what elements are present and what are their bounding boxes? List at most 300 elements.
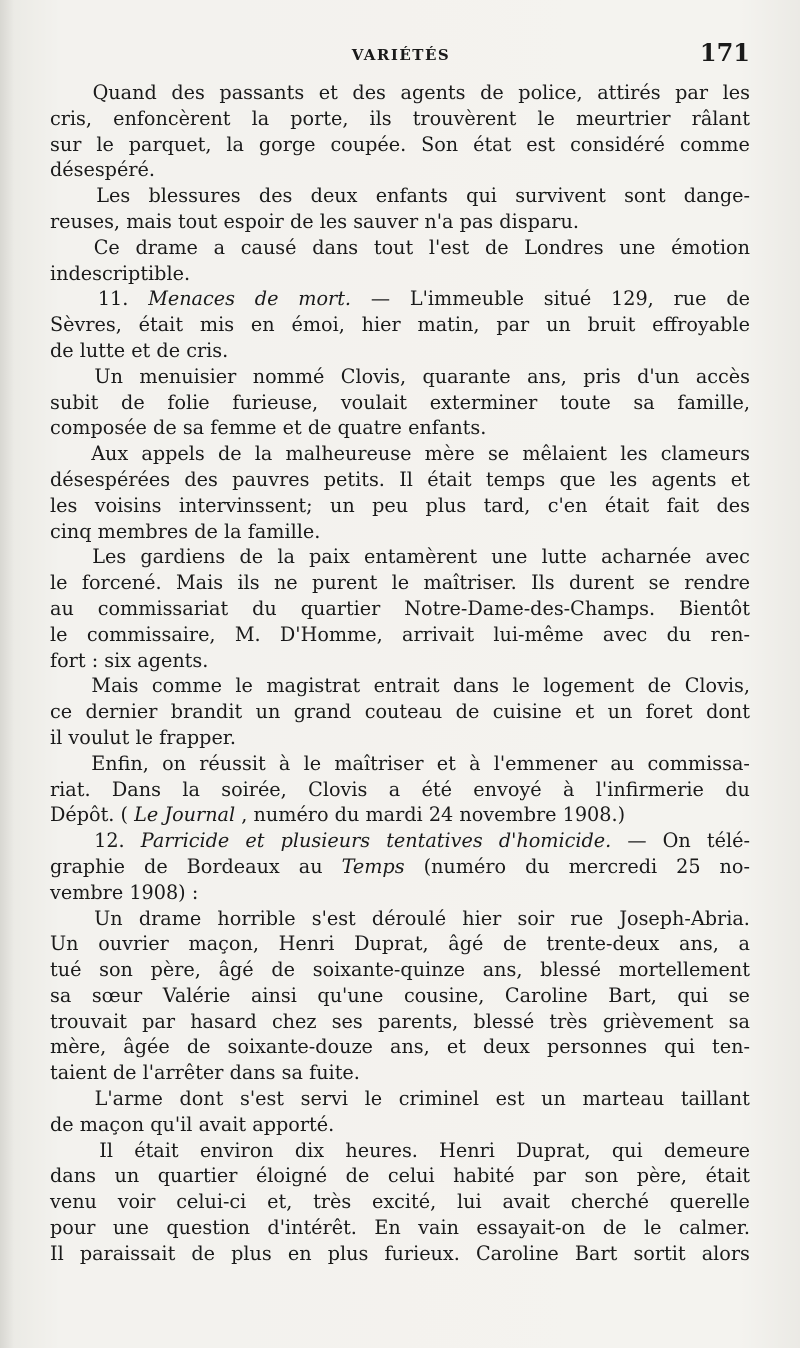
word: était	[604, 493, 650, 517]
word: sur	[50, 132, 82, 156]
word: sa	[728, 1009, 750, 1033]
word: sont	[624, 184, 666, 208]
text-line	[50, 1138, 750, 1164]
word: fort	[50, 648, 86, 672]
paragraph-indent	[50, 828, 78, 854]
word: Le	[134, 803, 159, 827]
word: âgée	[123, 1035, 170, 1059]
word: par	[142, 1009, 176, 1033]
word: de	[726, 287, 750, 311]
text-line	[50, 1189, 750, 1215]
word: paix	[309, 545, 350, 569]
word: de	[217, 442, 242, 466]
word: été	[421, 777, 452, 801]
word: était	[705, 1164, 750, 1188]
paragraph-indent	[50, 235, 78, 261]
word: que	[559, 467, 596, 491]
word: taillant	[680, 1087, 750, 1111]
word: marteau	[582, 1087, 665, 1111]
word: quatre	[337, 416, 402, 440]
text-line	[50, 906, 750, 932]
word: agents.	[137, 648, 209, 672]
paragraph-indent	[50, 1086, 78, 1112]
word: Il	[99, 1138, 113, 1162]
word: logement	[543, 674, 635, 698]
word: sa	[50, 983, 72, 1007]
word: venu	[50, 1190, 97, 1214]
word: durent	[569, 571, 635, 595]
word: pauvres	[232, 467, 310, 491]
word: gorge	[258, 132, 316, 156]
word: déroulé	[371, 906, 447, 930]
word: et	[131, 338, 151, 362]
word: plus	[231, 1241, 272, 1265]
word: de	[194, 519, 218, 543]
word: personnes	[546, 1035, 648, 1059]
word: du	[252, 596, 277, 620]
word: c'en	[547, 493, 588, 517]
word: Dépôt.	[50, 803, 115, 827]
word: des	[716, 493, 750, 517]
word: au	[298, 854, 323, 878]
word: Un	[94, 364, 123, 388]
word: père,	[150, 958, 201, 982]
word: qui	[611, 1138, 643, 1162]
word: dans	[452, 674, 499, 698]
word: le	[235, 674, 253, 698]
word: comme	[679, 132, 750, 156]
word: de	[254, 287, 279, 311]
text-line	[50, 209, 750, 235]
word: la	[277, 545, 295, 569]
paragraph-indent	[50, 364, 78, 390]
word: calmer.	[678, 1216, 750, 1240]
page-header	[52, 38, 750, 74]
page-gutter-shadow	[0, 0, 14, 1348]
word: Clovis,	[684, 674, 750, 698]
word: au	[50, 596, 74, 620]
word: un	[607, 700, 633, 724]
word: d'homicide.	[498, 829, 612, 853]
word: Clovis	[308, 777, 368, 801]
word: famille,	[677, 390, 750, 414]
word: apporté.	[252, 1112, 335, 1136]
word: par	[532, 1164, 566, 1188]
word: maîtriser	[334, 751, 424, 775]
word: agents	[400, 81, 466, 104]
word: mère	[424, 442, 475, 466]
word: numéro	[253, 803, 329, 827]
word: dont	[706, 700, 750, 724]
word: temps	[485, 467, 546, 491]
running-title: VARIÉTÉS	[351, 46, 451, 64]
word: mercredi	[568, 854, 658, 878]
word: désespéré.	[50, 158, 155, 182]
word: Temps	[341, 854, 405, 878]
word: par	[675, 81, 709, 104]
word: deux	[483, 1035, 530, 1059]
word: Henri	[439, 1138, 495, 1162]
word: ans,	[482, 958, 523, 982]
word: père,	[636, 1164, 688, 1188]
word: le	[391, 571, 410, 595]
word: le	[364, 1087, 383, 1111]
word: voir	[117, 1190, 156, 1214]
word: de	[503, 932, 527, 956]
word: nommé	[252, 364, 325, 388]
word: alors	[701, 1241, 750, 1265]
text-line	[50, 880, 750, 906]
word: lutte	[79, 338, 126, 362]
text-line	[50, 1163, 750, 1189]
word: magistrat	[266, 674, 361, 698]
word: avait	[502, 1190, 551, 1214]
word: tard,	[483, 493, 531, 517]
word: se	[487, 442, 510, 466]
word: considéré	[570, 132, 665, 156]
word: qui	[664, 1035, 695, 1059]
text-line	[50, 828, 750, 854]
word: lui	[457, 1190, 482, 1214]
word: question	[166, 1216, 250, 1240]
word: 12.	[94, 829, 125, 853]
word: deux	[310, 184, 358, 208]
word: dans	[312, 235, 359, 259]
word: de	[112, 1061, 137, 1085]
word: enfoncèrent	[113, 106, 231, 130]
word: dernier	[85, 700, 158, 724]
word: mort.	[298, 287, 352, 311]
word: Valérie	[162, 983, 231, 1007]
word: —	[627, 829, 647, 853]
word: environ	[199, 1138, 274, 1162]
word: une	[112, 1216, 149, 1240]
text-line	[50, 648, 750, 674]
word: gardiens	[140, 545, 226, 569]
paragraph-indent	[50, 80, 78, 106]
word: riat.	[50, 777, 91, 801]
word: voulait	[340, 390, 408, 414]
word: qui	[466, 184, 497, 208]
word: se	[728, 983, 750, 1007]
word: malheureuse	[285, 442, 412, 466]
word: et	[436, 751, 456, 775]
word: Quand	[92, 81, 157, 104]
word: appels	[141, 442, 205, 466]
word: de	[186, 1035, 211, 1059]
word: ce	[50, 700, 73, 724]
word: à	[278, 751, 291, 775]
word: la	[224, 519, 242, 543]
word: s'est	[239, 1087, 285, 1111]
word: M.	[234, 622, 261, 646]
word: Les	[92, 545, 127, 569]
word: à	[562, 777, 575, 801]
word: Ils	[531, 571, 555, 595]
word: soir	[517, 906, 555, 930]
word: de	[271, 958, 295, 982]
word: Joseph-Abria.	[619, 906, 750, 930]
word: Parricide	[140, 829, 230, 853]
word: :	[91, 648, 99, 672]
word: celui	[387, 1164, 435, 1188]
text-line	[50, 1086, 750, 1112]
text-line	[50, 80, 750, 106]
word: attirés	[597, 81, 661, 104]
word: état	[473, 132, 512, 156]
word: mis	[199, 313, 235, 337]
paragraph-indent	[50, 183, 78, 209]
word: les	[620, 442, 648, 466]
text-line	[50, 106, 750, 132]
word: maçon,	[188, 932, 259, 956]
word: parquet,	[128, 132, 212, 156]
word: entamèrent	[364, 545, 478, 569]
word: ans,	[679, 932, 719, 956]
word: fait	[666, 493, 700, 517]
word: mortellement	[618, 958, 750, 982]
word: a	[213, 235, 226, 259]
text-line	[50, 854, 750, 880]
word: Bientôt	[679, 596, 750, 620]
text-line	[50, 1241, 750, 1267]
word: 25	[676, 854, 701, 878]
paragraph-indent	[50, 544, 78, 570]
word: meurtrier	[575, 106, 671, 130]
text-line	[50, 132, 750, 158]
word: lutte	[541, 545, 587, 569]
word: criminel	[398, 1087, 479, 1111]
word: plusieurs	[280, 829, 371, 853]
word: acharnée	[601, 545, 692, 569]
word: à	[469, 751, 481, 775]
word: cousine,	[403, 983, 485, 1007]
word: un	[114, 1164, 140, 1188]
word: une	[619, 235, 656, 259]
word: et	[730, 467, 750, 491]
word: les	[722, 81, 750, 104]
word: six	[104, 648, 132, 672]
word: il	[50, 725, 63, 749]
paragraph-indent	[50, 906, 78, 932]
word: plus	[425, 493, 467, 517]
paragraph-indent	[50, 1138, 78, 1164]
word: qu'une	[317, 983, 384, 1007]
body-text	[50, 80, 750, 1267]
word: de	[602, 1216, 627, 1240]
word: envoyé	[473, 777, 542, 801]
word: les	[609, 467, 638, 491]
word: réussit	[199, 751, 266, 775]
word: hasard	[190, 1009, 257, 1033]
word: intervinssent;	[178, 493, 313, 517]
word: maçon	[79, 1112, 145, 1136]
word: sa	[182, 416, 205, 440]
word: un	[255, 700, 281, 724]
word: hier	[361, 313, 401, 337]
word: grand	[293, 700, 352, 724]
word: le	[50, 622, 68, 646]
word: Il	[399, 467, 413, 491]
word: dans	[229, 1061, 276, 1085]
text-line	[50, 1060, 750, 1086]
word: Henri	[278, 932, 335, 956]
word: novembre	[459, 803, 557, 827]
word: querelle	[669, 1190, 750, 1214]
word: femme	[210, 416, 277, 440]
word: tout	[373, 235, 414, 259]
word: enfants.	[408, 416, 487, 440]
word: tentatives	[386, 829, 483, 853]
word: Aux	[91, 442, 129, 466]
word: sa	[633, 390, 655, 414]
word: Caroline	[504, 983, 588, 1007]
word: graphie	[50, 854, 126, 878]
word: du	[334, 803, 360, 827]
word: L'immeuble	[409, 287, 524, 311]
word: situé	[543, 287, 592, 311]
word: hier	[462, 906, 502, 930]
word: couteau	[364, 700, 443, 724]
word: mardi	[365, 803, 423, 827]
word: désespérées	[50, 467, 171, 491]
word: purent	[312, 571, 378, 595]
word: dix	[294, 1138, 325, 1162]
word: par	[496, 313, 530, 337]
word: blessures	[148, 184, 241, 208]
word: Un	[50, 932, 79, 956]
word: drame	[138, 906, 202, 930]
word: son	[584, 1164, 619, 1188]
word: blessé	[473, 1009, 535, 1033]
text-line	[50, 725, 750, 751]
word: très	[313, 1190, 352, 1214]
word: Londres	[524, 235, 604, 259]
word: survivent	[515, 184, 606, 208]
word: les	[319, 209, 348, 233]
word: le	[512, 674, 530, 698]
word: trouvèrent	[412, 106, 517, 130]
word: ren-	[710, 622, 750, 646]
word: matin,	[417, 313, 480, 337]
word: grièvement	[602, 1009, 714, 1033]
text-line	[50, 596, 750, 622]
text-line	[50, 622, 750, 648]
word: cris.	[186, 338, 229, 362]
word: dange-	[683, 184, 750, 208]
word: de	[307, 416, 332, 440]
word: ne	[273, 571, 298, 595]
word: soixante-douze	[227, 1035, 373, 1059]
word: de	[50, 338, 74, 362]
word: et	[282, 416, 302, 440]
word: famille.	[247, 519, 321, 543]
word: voisins	[94, 493, 162, 517]
text-line	[50, 441, 750, 467]
word: disparu.	[499, 209, 579, 233]
word: de	[239, 545, 264, 569]
word: blessé	[540, 958, 601, 982]
word: Notre-Dame-des-Champs.	[404, 596, 656, 620]
word: des	[258, 184, 293, 208]
word: éloigné	[255, 1164, 328, 1188]
word: Enfin,	[91, 751, 149, 775]
word: membres	[97, 519, 189, 543]
word: entrait	[373, 674, 440, 698]
word: porte,	[290, 106, 349, 130]
word: tout	[177, 209, 218, 233]
word: le	[537, 106, 555, 130]
word: était	[138, 313, 184, 337]
word: coupée.	[330, 132, 407, 156]
word: l'infirmerie	[595, 777, 704, 801]
word: de	[153, 416, 177, 440]
word: On	[662, 829, 691, 853]
word: ten-	[712, 1035, 750, 1059]
word: frapper.	[159, 725, 236, 749]
word: des	[184, 467, 218, 491]
word: arrivait	[402, 622, 475, 646]
word: :	[191, 880, 199, 904]
text-line	[50, 570, 750, 596]
text-line	[50, 493, 750, 519]
word: commissariat	[97, 596, 229, 620]
word: l'emmener	[493, 751, 598, 775]
text-line	[50, 957, 750, 983]
word: ils	[369, 106, 392, 130]
word: furieux.	[384, 1241, 460, 1265]
word: brandit	[170, 700, 243, 724]
text-line	[50, 1112, 750, 1138]
text-line	[50, 519, 750, 545]
word: de	[345, 1164, 370, 1188]
word: d'un	[637, 364, 680, 388]
word: du	[725, 777, 750, 801]
word: quartier	[157, 1164, 238, 1188]
word: des	[352, 81, 386, 104]
word: d'intérêt.	[267, 1216, 357, 1240]
word: et	[446, 1035, 466, 1059]
word: cuisine	[492, 700, 562, 724]
word: subit	[50, 390, 99, 414]
word: passants	[219, 81, 305, 104]
word: clameurs	[660, 442, 750, 466]
text-line	[50, 544, 750, 570]
word: rendre	[684, 571, 750, 595]
text-line	[50, 338, 750, 364]
word: en	[287, 1241, 312, 1265]
word: Il	[50, 1241, 64, 1265]
text-line	[50, 699, 750, 725]
word: les	[50, 493, 78, 517]
word: la	[251, 106, 270, 130]
word: de	[484, 235, 509, 259]
word: fuite.	[309, 1061, 360, 1085]
word: au	[610, 751, 635, 775]
paragraph-indent	[50, 441, 78, 467]
word: Mais	[176, 571, 224, 595]
word: est	[495, 1087, 525, 1111]
word: de	[191, 1241, 216, 1265]
word: et	[575, 700, 595, 724]
word: le	[96, 132, 114, 156]
word: police,	[518, 81, 583, 104]
word: ans,	[390, 1035, 430, 1059]
word: est	[526, 132, 556, 156]
word: avec	[705, 545, 750, 569]
word: forcené.	[81, 571, 162, 595]
word: Clovis,	[340, 364, 407, 388]
